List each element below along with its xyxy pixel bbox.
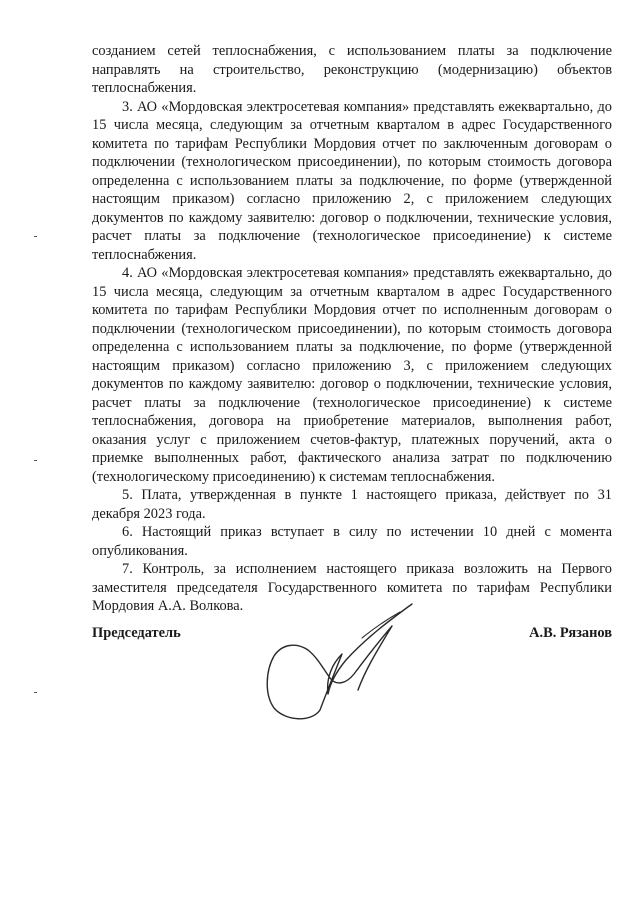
paragraph-item-3: 3. АО «Мордовская электросетевая компания» представлять ежеквартально, до 15 числа месяца, следующим за отчетным кварталом в адрес Государственного комитета по тарифам Республики Мордовия отчет по заключенным договорам о подключении (технологическом присоединении), по которым стоимость договора определенна с использованием платы за подключение, по форме (утвержденной настоящим приказом) согласно приложению 2, с приложением следующих документов по каждому заявителю: договор о подключении, технические условия, расчет платы за подключение (технологическое присоединение) к системе теплоснабжения. <box>92 98 612 263</box>
paragraph-item-7: 7. Контроль, за исполнением настоящего приказа возложить на Первого заместителя председателя Государственного комитета по тарифам Республики Мордовия А.А. Волкова. <box>92 561 612 614</box>
margin-mark <box>34 236 37 237</box>
paragraph-item-6: 6. Настоящий приказ вступает в силу по истечении 10 дней с момента опубликования. <box>92 524 612 559</box>
margin-mark <box>34 460 37 461</box>
margin-mark <box>34 692 37 693</box>
paragraph-continuation: созданием сетей теплоснабжения, с использованием платы за подключение направлять на строительство, реконструкцию (модернизацию) объектов теплоснабжения. <box>92 43 612 96</box>
signatory-name: А.В. Рязанов <box>529 625 612 641</box>
paragraph-item-5: 5. Плата, утвержденная в пункте 1 настоящего приказа, действует по 31 декабря 2023 года. <box>92 487 612 522</box>
handwritten-signature <box>262 598 422 728</box>
document-body <box>92 42 612 616</box>
signatory-role: Председатель <box>92 625 181 641</box>
paragraph-item-4: 4. АО «Мордовская электросетевая компания» представлять ежеквартально, до 15 числа месяца, следующим за отчетным кварталом в адрес Государственного комитета по тарифам Республики Мордовия отчет по исполненным договорам о подключении (технологическом присоединении), по которым стоимость договора определенна с использованием платы за подключение, по форме (утвержденной настоящим приказом) согласно приложению 3, с приложением следующих документов по каждому заявителю: договор о подключении, технические условия, расчет платы за подключение (технологическое присоединение) к системе теплоснабжения, договора на приобретение материалов, выполнения работ, оказания услуг с приложением счетов-фактур, платежных поручений, акта о приемке выполненных работ, фактического анализа затрат по подключению (технологическому присоединению) к системам теплоснабжения. <box>92 265 612 485</box>
